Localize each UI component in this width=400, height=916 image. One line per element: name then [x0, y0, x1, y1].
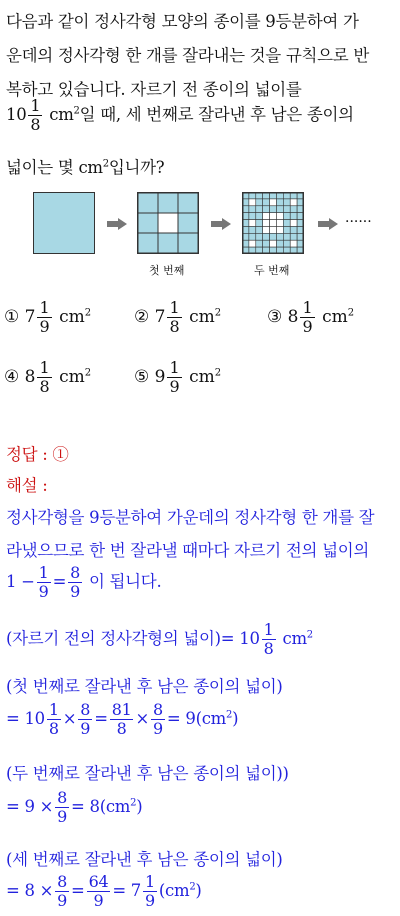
step-4-label: (세 번째로 잘라낸 후 남은 종이의 넓이) — [6, 850, 283, 869]
ellipsis: ······ — [345, 214, 372, 230]
option-3[interactable]: ③ 8 $\frac{1}{9}$ $cm^2$ — [267, 298, 355, 336]
step-4: = 8 × $\frac{8}{9}$ = $\frac{64}{9}$ = 7 $\frac{1}{9}$ $(cm^2)$ — [6, 872, 202, 910]
problem-line-4-rest: 일 때, 세 번째로 잘라낸 후 남은 종이의 — [79, 105, 354, 124]
square-first-cut — [137, 192, 199, 254]
area-whole: 10 — [6, 105, 27, 124]
square-second-cut — [242, 192, 304, 254]
problem-line-2: 운데의 정사각형 한 개를 잘라내는 것을 규칙으로 반 — [6, 46, 370, 65]
caption-first: 첫 번째 — [149, 264, 185, 277]
area-fraction: $\frac{1}{8}$ — [30, 96, 41, 134]
step-2-label: (첫 번째로 잘라낸 후 남은 종이의 넓이) — [6, 677, 283, 696]
arrow-right-icon — [107, 218, 127, 230]
step-3-label: (두 번째로 잘라낸 후 남은 종이의 넓이)) — [6, 764, 289, 783]
explanation-label: 해설 : — [6, 476, 48, 495]
option-2[interactable]: ② 7 $\frac{1}{8}$ $cm^2$ — [134, 298, 222, 336]
problem-line-1: 다음과 같이 정사각형 모양의 종이를 9등분하여 가 — [6, 12, 359, 31]
explanation-line-2: 라냈으므로 한 번 잘라낼 때마다 자르기 전의 넓이의 — [6, 541, 370, 560]
problem-line-4: 10 $\frac{1}{8}$ $cm^2$일 때, 세 번째로 잘라낸 후 남은 종이의 — [6, 96, 354, 134]
problem-line-5: 넓이는 몇 $cm^2$입니까? — [6, 158, 165, 177]
explanation-line-1: 정사각형을 9등분하여 가운데의 정사각형 한 개를 잘 — [6, 508, 375, 527]
step-1: (자르기 전의 정사각형의 넓이)= 10 $\frac{1}{8}$ $cm^2$ — [6, 620, 313, 658]
explanation-line-3: 1 − $\frac{1}{9}$ = $\frac{8}{9}$ 이 됩니다. — [6, 563, 162, 601]
option-5[interactable]: ⑤ 9 $\frac{1}{9}$ $cm^2$ — [134, 358, 222, 396]
caption-second: 두 번째 — [254, 264, 290, 277]
arrow-right-icon — [211, 218, 231, 230]
problem-line-3: 복하고 있습니다. 자르기 전 종이의 넓이를 — [6, 80, 302, 99]
step-3: = 9 × $\frac{8}{9}$ = $8(cm^2)$ — [6, 788, 143, 826]
unit: cm — [49, 105, 74, 124]
option-4[interactable]: ④ 8 $\frac{1}{8}$ $cm^2$ — [4, 358, 92, 396]
arrow-right-icon — [318, 218, 338, 230]
answer-label: 정답 : ① — [6, 445, 69, 464]
option-1[interactable]: ① 7 $\frac{1}{9}$ $cm^2$ — [4, 298, 92, 336]
step-2: = 10 $\frac{1}{8}$ × $\frac{8}{9}$ = $\frac{81}{8}$ × $\frac{8}{9}$ = $9(cm^2)$ — [6, 700, 239, 738]
square-original — [33, 192, 95, 254]
